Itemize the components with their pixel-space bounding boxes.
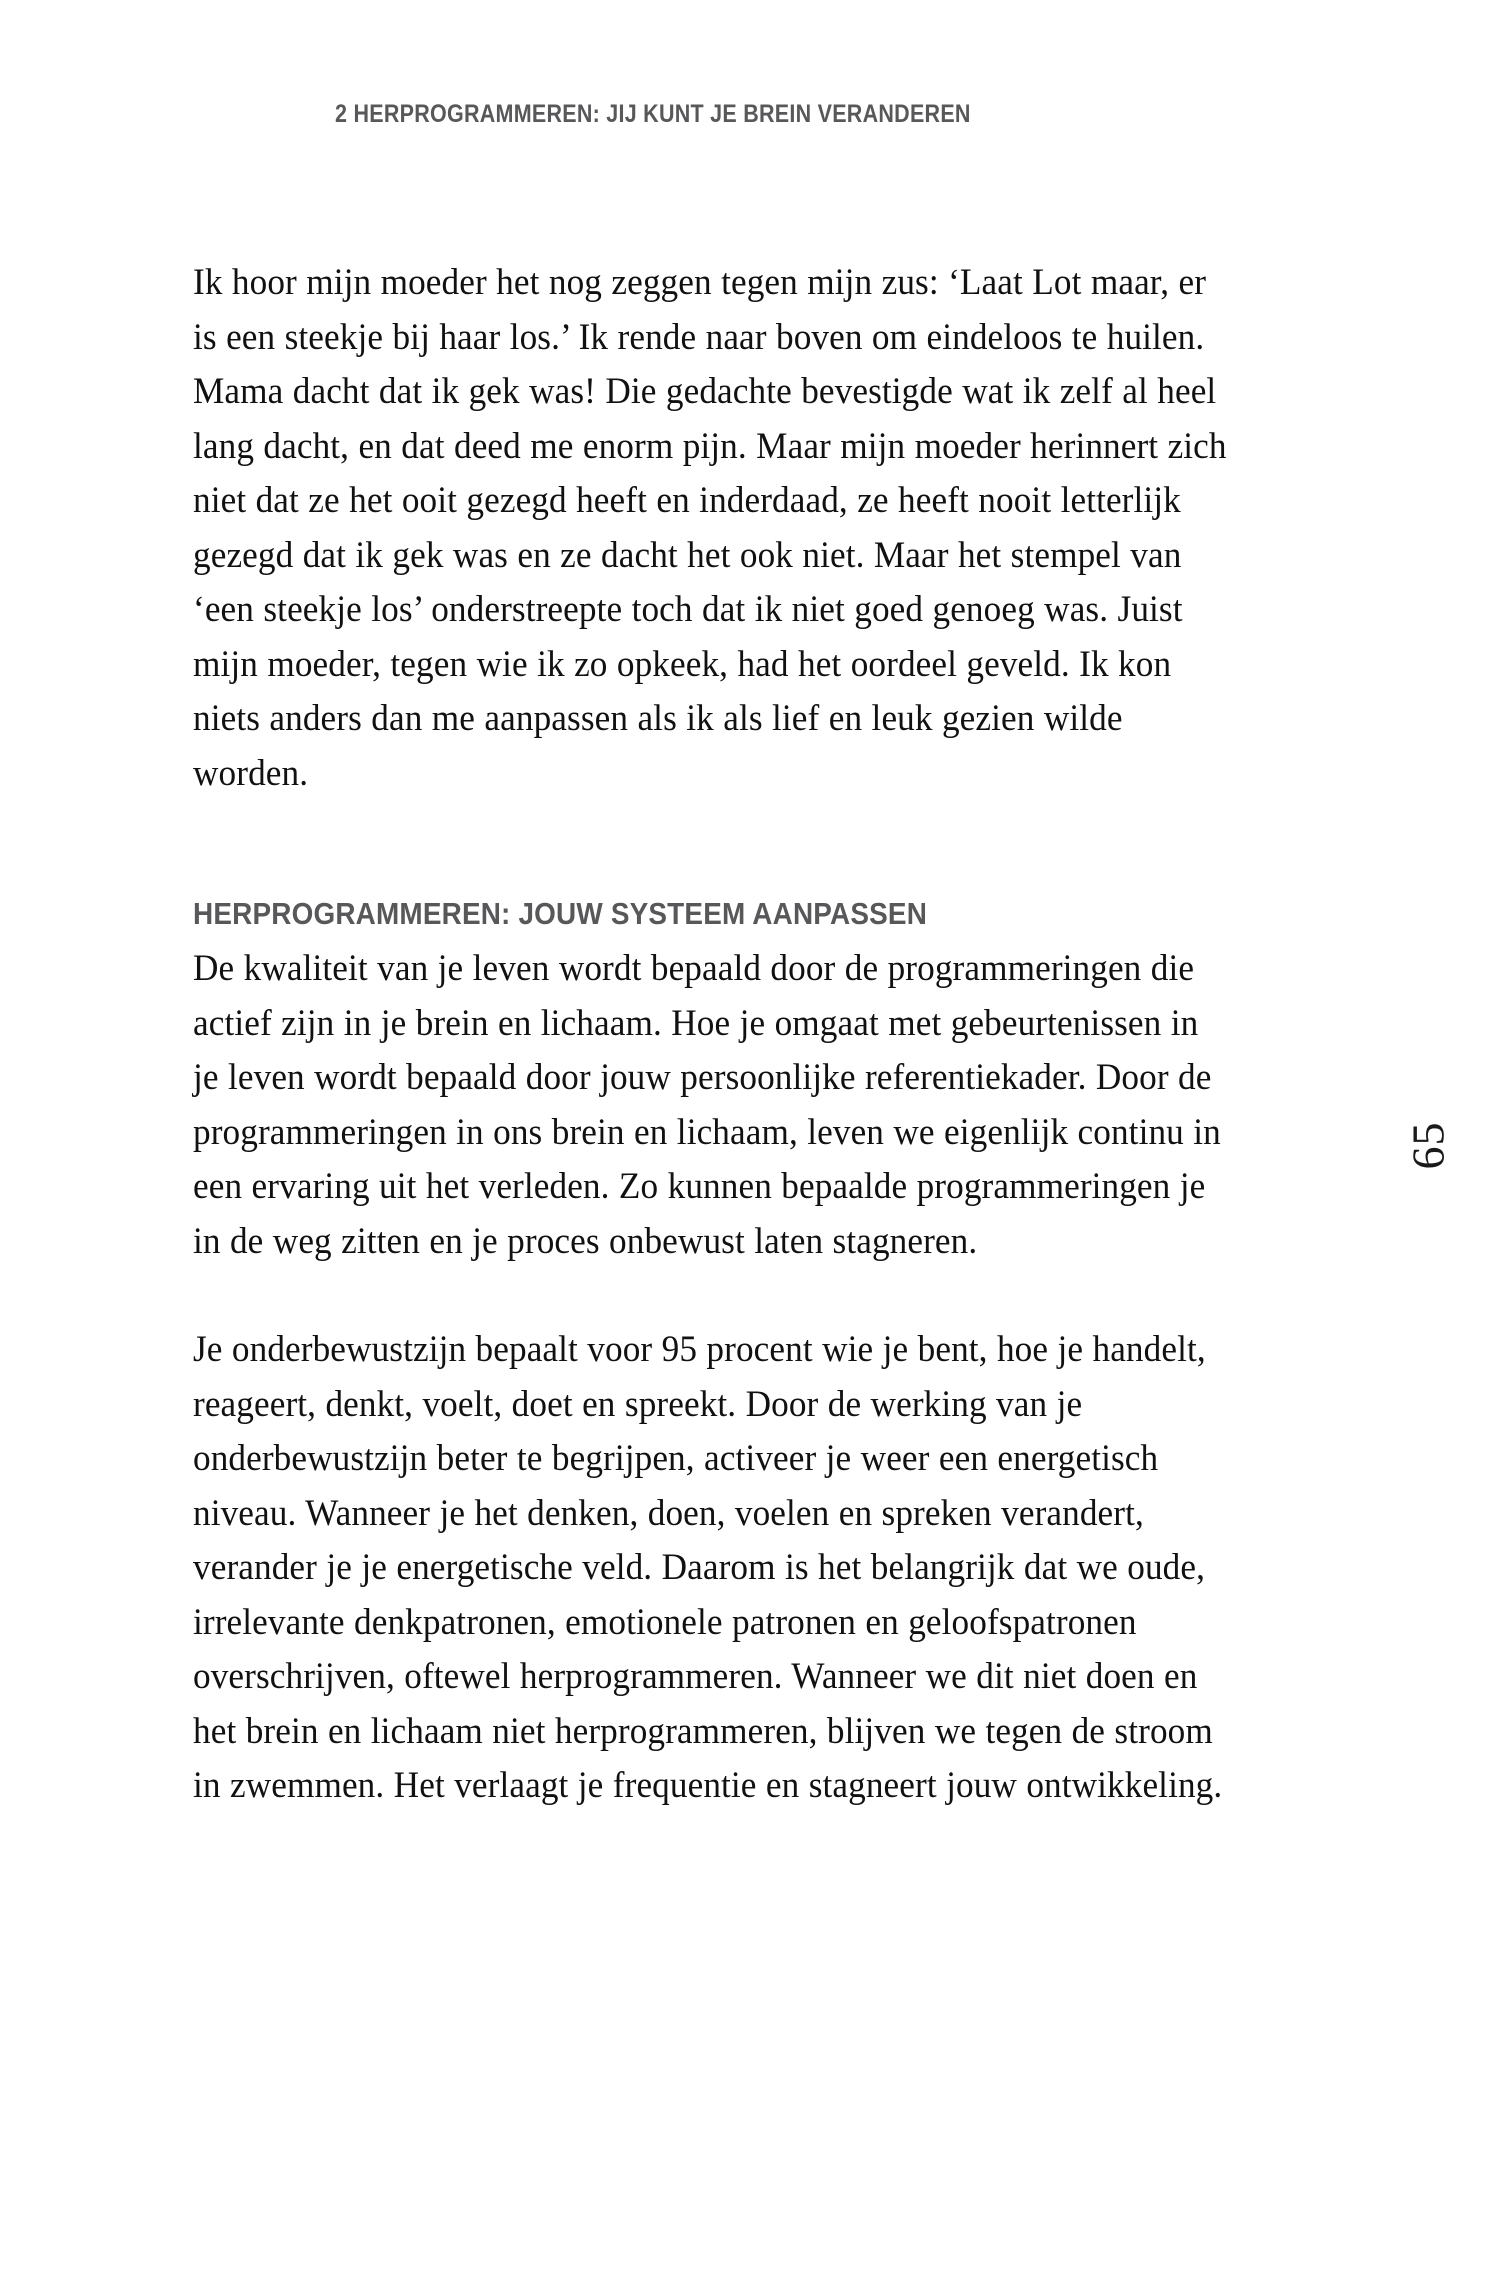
page-folio <box>1368 1090 1488 1200</box>
running-head: 2 HERPROGRAMMEREN: JIJ KUNT JE BREIN VERANDEREN <box>335 100 971 128</box>
paragraph-two: De kwaliteit van je leven wordt bepaald door de programmeringen die actief zijn in je brein en lichaam. Hoe je omgaat met gebeurtenissen in je leven wordt bepaald door jouw persoonlijke referentiekader. Door de programmeringen in ons brein en lichaam, leven we eigenlijk continu in een ervaring uit het verleden. Zo kunnen bepaalde programmeringen je in de weg zitten en je proces onbewust laten stagneren. <box>193 947 1221 1261</box>
paragraph-one: Ik hoor mijn moeder het nog zeggen tegen mijn zus: ‘Laat Lot maar, er is een steekje bij haar los.’ Ik rende naar boven om eindeloos te huilen. Mama dacht dat ik gek was! Die gedachte bevestigde wat ik zelf al heel lang dacht, en dat deed me enorm pijn. Maar mijn moeder herinnert zich niet dat ze het ooit gezegd heeft en inderdaad, ze heeft nooit letterlijk gezegd dat ik gek was en ze dacht het ook niet. Maar het stempel van ‘een steekje los’ onderstreepte toch dat ik niet goed genoeg was. Juist mijn moeder, tegen wie ik zo opkeek, had het oordeel geveld. Ik kon niets anders dan me aanpassen als ik als lief en leuk gezien wilde worden. <box>193 261 1227 793</box>
section-heading: HERPROGRAMMEREN: JOUW SYSTEEM AANPASSEN <box>193 896 928 931</box>
section-heading-block <box>193 896 1268 932</box>
text-column <box>193 255 1268 1813</box>
page-number: 65 <box>1402 1121 1454 1169</box>
paragraph-three: Je onderbewustzijn bepaalt voor 95 procent wie je bent, hoe je handelt, reageert, denkt, voelt, doet en spreekt. Door de werking van je onderbewustzijn beter te begrijpen, activeer je weer een energetisch niveau. Wanneer je het denken, doen, voelen en spreken verandert, verander je je energetische veld. Daarom is het belangrijk dat we oude, irrelevante denkpatronen, emotionele patronen en geloofspatronen overschrijven, oftewel herprogrammeren. Wanneer we dit niet doen en het brein en lichaam niet herprogrammeren, blijven we tegen de stroom in zwemmen. Het verlaagt je frequentie en stagneert jouw ontwikkeling. <box>193 1328 1223 1805</box>
